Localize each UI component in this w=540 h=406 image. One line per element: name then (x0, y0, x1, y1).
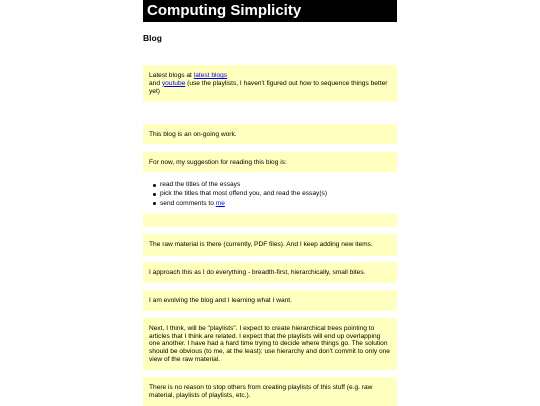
ongoing-note (143, 124, 397, 144)
intro-prefix: Latest blogs at (149, 72, 194, 79)
playlists-text: Next, I think, will be "playlists". I expect to create hierarchical trees pointing to articles that I think are related. I expect that the playlists will end up overlapping one another. I have had a hard time trying to decide where things go. The solution should be obvious (to me, at the least): use hierarchy and don't commit to only one view of the raw material. (149, 324, 390, 364)
contact-me-link[interactable]: me (215, 199, 225, 207)
suggestion-text: For now, my suggestion for reading this blog is: (149, 159, 287, 166)
raw-material-text: The raw material is there (currently, PDF files). And I keep adding new items. (149, 240, 373, 248)
suggestion-note (143, 152, 397, 172)
intro-mid: and (149, 79, 162, 87)
intro-note (143, 65, 397, 102)
site-title: Computing Simplicity (147, 2, 302, 19)
list-item-text: pick the titles that most offend you, and read the essay(s) (160, 190, 328, 198)
approach-note (143, 262, 397, 283)
list-item (143, 189, 397, 198)
page-column (143, 0, 397, 406)
ongoing-text: This blog is an on-going work. (149, 131, 237, 138)
list-item (143, 199, 397, 208)
others-note (143, 377, 397, 406)
intro-suffix: (use the playlists, I haven't figured out how to sequence things better yet) (149, 79, 388, 95)
blog-heading: Blog (143, 33, 162, 43)
list-item-text: send comments to (160, 199, 216, 207)
others-text: There is no reason to stop others from creating playlists of this stuff (e.g. raw material, playlists of playlists, etc.). (149, 383, 373, 399)
list-item-text: read the titles of the essays (160, 181, 241, 188)
evolving-note (143, 290, 397, 311)
playlists-note (143, 318, 397, 370)
youtube-link[interactable]: youtube (161, 79, 186, 87)
raw-material-note (143, 234, 397, 256)
approach-text: I approach this as I do everything - breadth-first, hierarchically, small bites. (149, 268, 366, 276)
suggestion-list (143, 180, 397, 208)
site-header (143, 0, 397, 22)
evolving-text: I am evolving the blog and I learning what I want. (149, 296, 292, 304)
list-item (143, 180, 397, 189)
empty-note (143, 214, 397, 227)
latest-blogs-link[interactable]: latest blogs (193, 72, 228, 79)
